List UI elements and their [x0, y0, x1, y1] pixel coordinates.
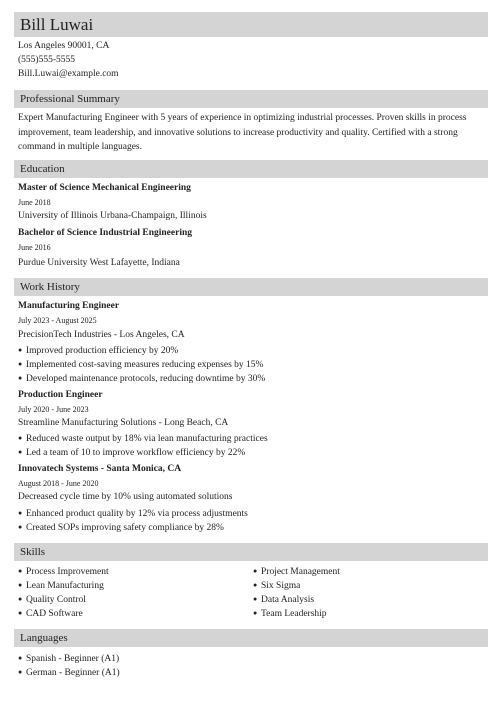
candidate-name: Bill Luwai [20, 15, 94, 34]
education-date: June 2018 [18, 198, 51, 207]
job-company: PrecisionTech Industries - Los Angeles, CA [18, 330, 185, 340]
languages-heading-bar [14, 629, 488, 647]
education-date: June 2016 [18, 243, 51, 252]
bullet-icon: ● [18, 360, 23, 368]
job-bullet: ● Reduced waste output by 18% via lean manufacturing practices [18, 434, 268, 444]
bullet-icon: ● [18, 609, 23, 617]
education-school: Purdue University West Lafayette, Indiana [18, 258, 180, 268]
education-degree: Master of Science Mechanical Engineering [18, 183, 191, 193]
job-bullet: ● Created SOPs improving safety compliance by 28% [18, 523, 224, 533]
bullet-icon: ● [18, 509, 23, 517]
bullet-icon: ● [18, 346, 23, 354]
email: Bill.Luwai@example.com [18, 69, 119, 79]
bullet-icon: ● [18, 654, 23, 662]
job-bullet: ● Implemented cost-saving measures reducing expenses by 15% [18, 360, 264, 370]
education-heading: Education [20, 163, 65, 175]
skill-item: ● Process Improvement [18, 567, 109, 577]
job-dates: July 2020 - June 2023 [18, 405, 89, 414]
job-title: Innovatech Systems - Santa Monica, CA [18, 464, 182, 474]
work-heading-bar [14, 278, 488, 296]
work-heading: Work History [20, 281, 80, 293]
job-bullet: ● Led a team of 10 to improve workflow efficiency by 22% [18, 448, 246, 458]
bullet-icon: ● [18, 434, 23, 442]
name-header [14, 12, 488, 37]
bullet-icon: ● [253, 581, 258, 589]
bullet-icon: ● [18, 581, 23, 589]
job-company: Streamline Manufacturing Solutions - Long Beach, CA [18, 418, 229, 428]
phone: (555)555-5555 [18, 55, 75, 65]
job-title: Manufacturing Engineer [18, 301, 120, 311]
skill-item: ● Data Analysis [253, 595, 315, 605]
summary-heading: Professional Summary [20, 93, 120, 105]
bullet-icon: ● [253, 567, 258, 575]
bullet-icon: ● [18, 668, 23, 676]
summary-text: Expert Manufacturing Engineer with 5 years of experience in optimizing industrial processes. Proven skills in process improvement, team leadership, and innovative solutions to increase productivity and quality. Certified with a strong command in multiple languages. [18, 113, 467, 152]
skill-item: ● Quality Control [18, 595, 86, 605]
job-bullet: ● Improved production efficiency by 20% [18, 346, 179, 356]
job-bullet: ● Developed maintenance protocols, reducing downtime by 30% [18, 374, 266, 384]
education-school: University of Illinois Urbana-Champaign, Illinois [18, 211, 207, 221]
education-heading-bar [14, 160, 488, 178]
skills-heading-bar [14, 543, 488, 561]
job-dates: July 2023 - August 2025 [18, 316, 97, 325]
languages-heading: Languages [20, 632, 68, 644]
bullet-icon: ● [253, 595, 258, 603]
skill-item: ● Project Management [253, 567, 340, 577]
bullet-icon: ● [18, 595, 23, 603]
skill-item: ● Lean Manufacturing [18, 581, 104, 591]
job-title: Production Engineer [18, 390, 103, 400]
bullet-icon: ● [18, 448, 23, 456]
bullet-icon: ● [253, 609, 258, 617]
summary-heading-bar [14, 90, 488, 108]
skills-heading: Skills [20, 546, 46, 558]
job-company: Decreased cycle time by 10% using automated solutions [18, 492, 233, 502]
bullet-icon: ● [18, 374, 23, 382]
job-bullet: ● Enhanced product quality by 12% via process adjustments [18, 509, 248, 519]
job-dates: August 2018 - June 2020 [18, 479, 99, 488]
language-item: ● Spanish - Beginner (A1) [18, 654, 120, 664]
language-item: ● German - Beginner (A1) [18, 668, 120, 678]
education-degree: Bachelor of Science Industrial Engineering [18, 228, 192, 238]
skill-item: ● Team Leadership [253, 609, 327, 619]
bullet-icon: ● [18, 567, 23, 575]
skill-item: ● CAD Software [18, 609, 83, 619]
bullet-icon: ● [18, 523, 23, 531]
skill-item: ● Six Sigma [253, 581, 301, 591]
address: Los Angeles 90001, CA [18, 41, 110, 51]
